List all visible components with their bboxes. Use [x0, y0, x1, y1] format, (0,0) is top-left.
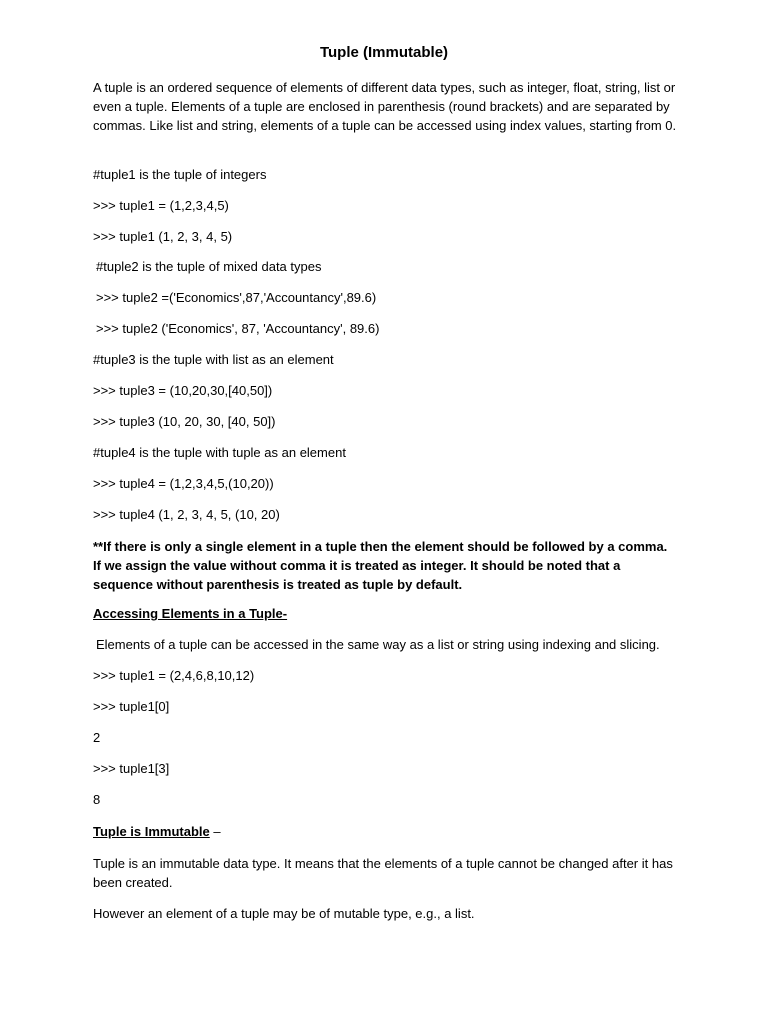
page-title: Tuple (Immutable): [319, 44, 449, 61]
accessing-output-line: 2: [93, 730, 101, 745]
accessing-code-line: >>> tuple1[0]: [93, 699, 170, 714]
example-comment-tuple1: #tuple1 is the tuple of integers: [93, 167, 267, 182]
accessing-code-line: >>> tuple1 = (2,4,6,8,10,12): [93, 668, 255, 683]
accessing-code-line: >>> tuple1[3]: [93, 761, 170, 776]
example-output-line: >>> tuple4 (1, 2, 3, 4, 5, (10, 20): [93, 507, 280, 522]
example-output-line: >>> tuple1 (1, 2, 3, 4, 5): [93, 229, 233, 244]
example-output-line: >>> tuple2 ('Economics', 87, 'Accountancy', 89.6): [96, 321, 380, 336]
example-output-line: >>> tuple3 (10, 20, 30, [40, 50]): [93, 414, 276, 429]
example-code-line: >>> tuple4 = (1,2,3,4,5,(10,20)): [93, 476, 274, 491]
accessing-heading: Accessing Elements in a Tuple-: [93, 606, 288, 621]
immutable-paragraph: Tuple is an immutable data type. It means that the elements of a tuple cannot be changed after it has been created.: [93, 856, 673, 890]
example-code-line: >>> tuple3 = (10,20,30,[40,50]): [93, 383, 273, 398]
mutable-element-paragraph: However an element of a tuple may be of mutable type, e.g., a list.: [93, 906, 475, 921]
accessing-description: Elements of a tuple can be accessed in the same way as a list or string using indexing and slicing.: [96, 637, 660, 652]
immutable-heading-dash: –: [209, 824, 221, 839]
intro-paragraph: A tuple is an ordered sequence of elements of different data types, such as integer, float, string, list or even a tuple. Elements of a tuple are enclosed in parenthesis (round brackets) and are separated by commas. Like list and string, elements of a tuple can be accessed using index values, starting from 0.: [93, 80, 677, 133]
example-code-line: >>> tuple1 = (1,2,3,4,5): [93, 198, 229, 213]
single-element-note: **If there is only a single element in a tuple then the element should be followed by a comma. If we assign the value without comma it is treated as integer. It should be noted that a sequence without parenthesis is treated as tuple by default.: [93, 539, 668, 592]
immutable-heading-row: [93, 823, 221, 841]
example-comment-tuple2: #tuple2 is the tuple of mixed data types: [96, 259, 322, 274]
example-comment-tuple3: #tuple3 is the tuple with list as an element: [93, 352, 334, 367]
accessing-output-line: 8: [93, 792, 101, 807]
example-comment-tuple4: #tuple4 is the tuple with tuple as an element: [93, 445, 346, 460]
example-code-line: >>> tuple2 =('Economics',87,'Accountancy',89.6): [96, 290, 377, 305]
immutable-heading: Tuple is Immutable: [93, 824, 210, 839]
